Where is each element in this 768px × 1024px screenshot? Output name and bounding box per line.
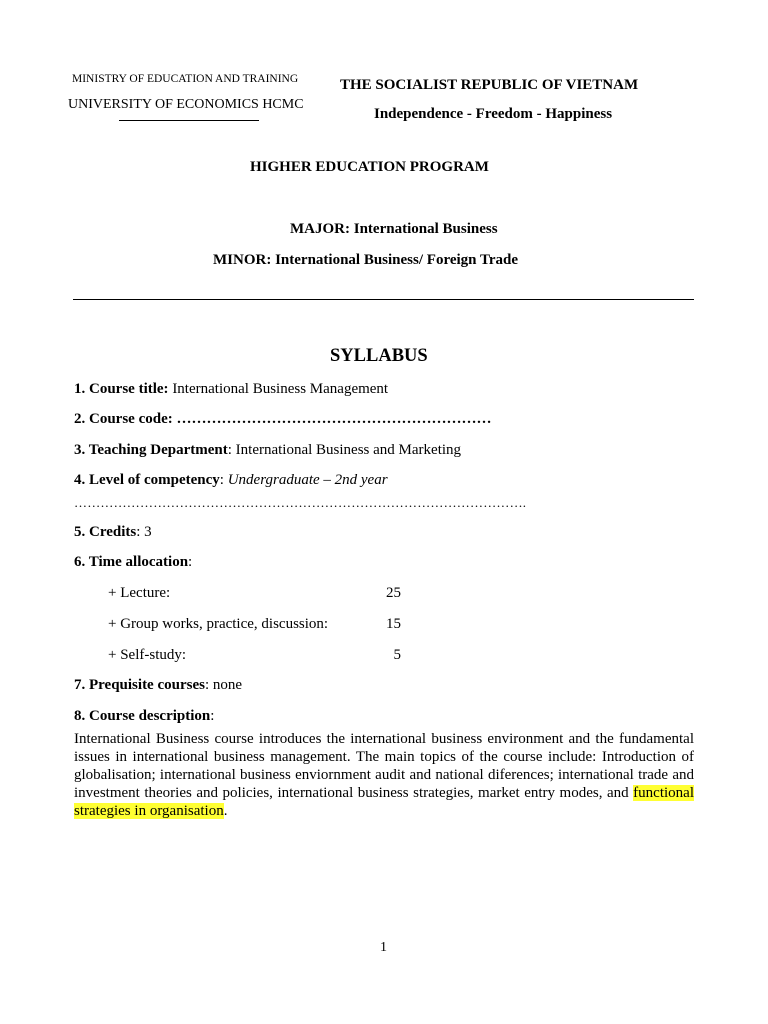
course-title-item <box>74 381 388 398</box>
university-name: UNIVERSITY OF ECONOMICS HCMC <box>68 97 304 112</box>
page-number: 1 <box>380 940 387 955</box>
time-allocation-item <box>74 554 192 571</box>
course-description-label: 8. Course description <box>74 708 211 724</box>
minor-line <box>213 252 518 269</box>
national-motto: Independence - Freedom - Happiness <box>374 106 613 122</box>
prerequisite-label: 7. Prequisite courses <box>74 677 205 693</box>
allocation-hours: 5 <box>393 647 401 663</box>
department-value: : International Business and Marketing <box>227 442 462 458</box>
major-value: International Business <box>350 221 498 237</box>
level-label: 4. Level of competency <box>74 472 220 488</box>
minor-value: International Business/ Foreign Trade <box>271 252 519 268</box>
major-label: MAJOR: <box>290 221 350 237</box>
allocation-label: + Lecture: <box>108 585 171 601</box>
level-item <box>74 472 388 489</box>
credits-value: : 3 <box>136 524 152 540</box>
ministry-name: MINISTRY OF EDUCATION AND TRAINING <box>72 73 299 85</box>
description-body: International Business course introduces the international business environment and the fundamental issues in international business management. The main topics of the course include: Introduction of globalisation; international business enviornment audit and national diferences; international trade and investment theories and policies, international business strategies, market entry modes, and <box>74 731 694 801</box>
allocation-hours: 15 <box>386 616 401 632</box>
allocation-hours: 25 <box>386 585 401 601</box>
course-description-item <box>74 708 214 725</box>
level-value: Undergraduate – 2nd year <box>227 472 388 488</box>
minor-label: MINOR: <box>213 252 272 268</box>
time-allocation-separator: : <box>188 554 193 570</box>
university-underline <box>119 120 259 121</box>
description-end: . <box>223 803 228 819</box>
course-description-text <box>74 730 694 820</box>
syllabus-title: SYLLABUS <box>330 346 428 366</box>
course-title-label: 1. Course title: <box>74 381 169 397</box>
allocation-label: + Group works, practice, discussion: <box>108 616 329 632</box>
department-item <box>74 442 461 459</box>
prerequisite-item <box>74 677 242 694</box>
prerequisite-value: : none <box>204 677 243 693</box>
time-allocation-label: 6. Time allocation <box>74 554 189 570</box>
highlighted-text: functional strategies in organisation <box>74 785 694 819</box>
section-divider <box>73 299 694 300</box>
dotted-fill-line: …………………………………………………………………………………………. <box>74 495 527 510</box>
republic-name: THE SOCIALIST REPUBLIC OF VIETNAM <box>340 77 639 93</box>
major-line <box>290 221 498 238</box>
level-separator: : <box>219 472 228 488</box>
course-description-separator: : <box>210 708 215 724</box>
credits-item <box>74 524 152 541</box>
credits-label: 5. Credits <box>74 524 137 540</box>
department-label: 3. Teaching Department <box>74 442 228 458</box>
course-code-item: 2. Course code: ……………………………………………………… <box>74 411 492 427</box>
program-title: HIGHER EDUCATION PROGRAM <box>250 159 489 175</box>
course-title-value: International Business Management <box>168 381 389 397</box>
allocation-label: + Self-study: <box>108 647 187 663</box>
